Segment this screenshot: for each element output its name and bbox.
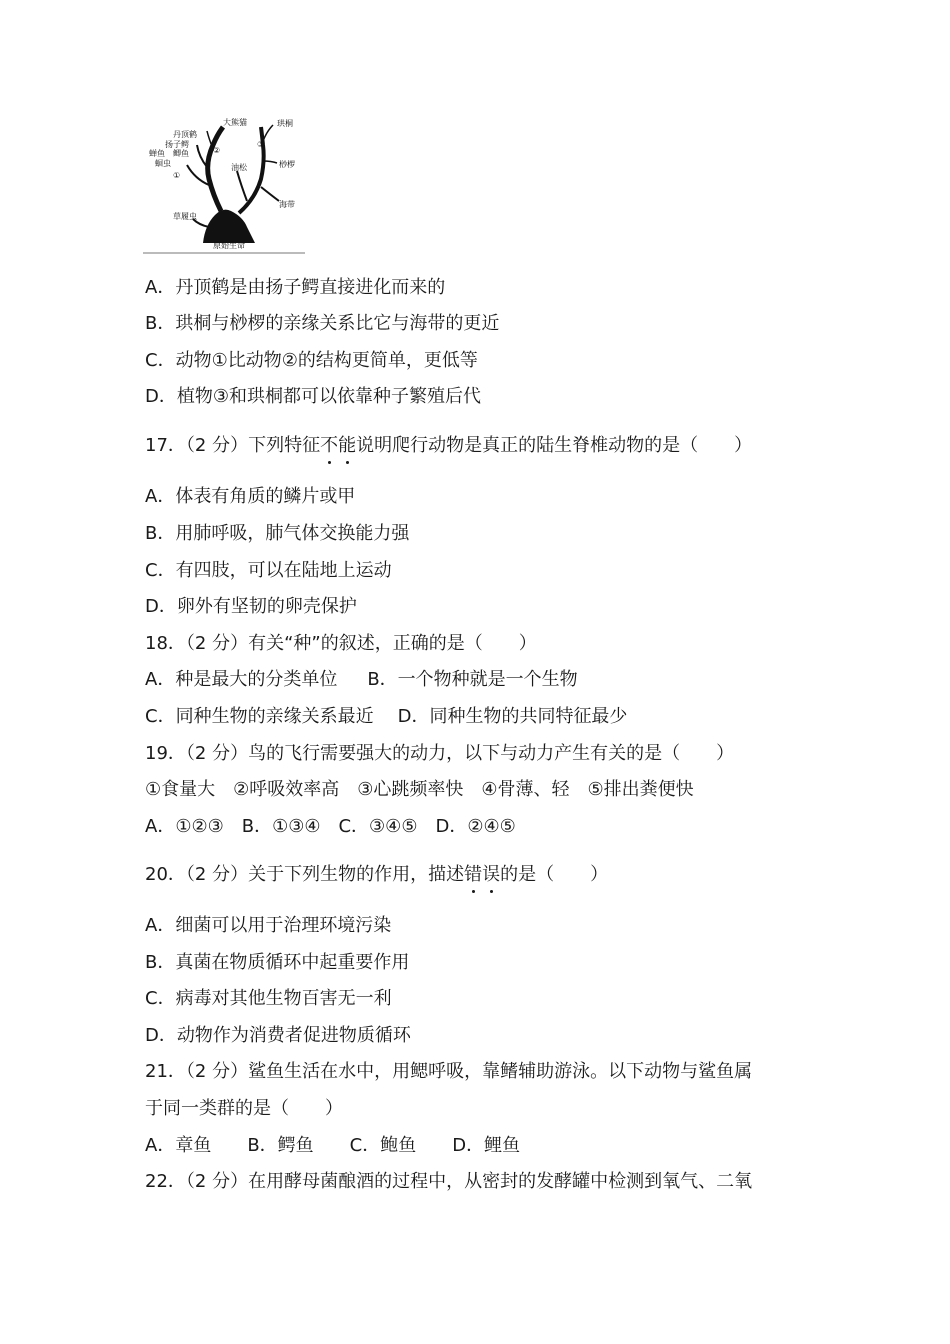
q16-option-d: D．植物③和珙桐都可以依靠种子繁殖后代 bbox=[145, 386, 481, 407]
label-fish: 蝉鱼 bbox=[149, 149, 165, 158]
q20-option-b: B．真菌在物质循环中起重要作用 bbox=[145, 952, 410, 973]
q19-stem: 19．（2 分）鸟的飞行需要强大的动力，以下与动力产生有关的是（ ） bbox=[145, 743, 735, 764]
q18-stem: 18．（2 分）有关“种”的叙述，正确的是（ ） bbox=[145, 633, 537, 654]
label-paramecium: 草履虫 bbox=[173, 212, 197, 221]
q20-option-d: D．动物作为消费者促进物质循环 bbox=[145, 1025, 411, 1046]
label-dove-tree: 珙桐 bbox=[277, 119, 293, 128]
q21-stem-line1: 21．（2 分）鲨鱼生活在水中，用鳃呼吸，靠鳍辅助游泳。以下动物与鲨鱼属 bbox=[145, 1061, 753, 1082]
q17-option-a: A．体表有角质的鳞片或甲 bbox=[145, 486, 356, 507]
emphasis-char: 误 bbox=[482, 864, 501, 885]
q17-stem: 17．（2 分）下列特征不能说明爬行动物是真正的陆生脊椎动物的是（ ） bbox=[145, 435, 753, 456]
tree-trunk bbox=[187, 125, 279, 243]
label-primitive-life: 原始生命 bbox=[213, 241, 245, 250]
label-tree-fern: 桫椤 bbox=[279, 160, 295, 169]
q18-option-b: B．一个物种就是一个生物 bbox=[367, 669, 578, 690]
q20-option-a: A．细菌可以用于治理环境污染 bbox=[145, 915, 392, 936]
label-giant-panda: 大熊猫 bbox=[223, 118, 247, 127]
q18-option-c: C．同种生物的亲缘关系最近 bbox=[145, 706, 374, 727]
q21-options: A．章鱼 B．鳄鱼 C．鲍鱼 D．鲤鱼 bbox=[145, 1135, 521, 1156]
emphasis-char: 错 bbox=[464, 864, 483, 885]
label-chinese-alligator: 扬子鳄 bbox=[165, 140, 189, 149]
label-crucian-carp: 鲫鱼 bbox=[173, 149, 189, 158]
q19-items: ①食量大 ②呼吸效率高 ③心跳频率快 ④骨薄、轻 ⑤排出粪便快 bbox=[145, 779, 694, 800]
q18-options-cd bbox=[145, 705, 627, 729]
label-red-crowned-crane: 丹顶鹤 bbox=[173, 130, 197, 139]
label-kelp: 海带 bbox=[279, 200, 295, 209]
q19-options: A．①②③ B．①③④ C．③④⑤ D．②④⑤ bbox=[145, 816, 516, 837]
q21-stem-line2: 于同一类群的是（ ） bbox=[145, 1098, 343, 1119]
q18-option-d: D．同种生物的共同特征最少 bbox=[397, 706, 628, 727]
emphasis-char: 能 bbox=[338, 435, 357, 456]
q17-option-c: C．有四肢，可以在陆地上运动 bbox=[145, 560, 392, 581]
label-roundworm: 蛔虫 bbox=[155, 159, 171, 168]
q17-option-b: B．用肺呼吸，肺气体交换能力强 bbox=[145, 523, 410, 544]
label-circle-two: ② bbox=[213, 146, 221, 155]
q18-option-a: A．种是最大的分类单位 bbox=[145, 669, 338, 690]
evolution-tree-figure bbox=[143, 115, 305, 255]
label-circle-three: ③ bbox=[257, 140, 265, 149]
q22-stem-line1: 22．（2 分）在用酵母菌酿酒的过程中，从密封的发酵罐中检测到氧气、二氧 bbox=[145, 1171, 753, 1192]
label-circle-one: ① bbox=[173, 171, 181, 180]
q20-stem: 20．（2 分）关于下列生物的作用，描述错误的是（ ） bbox=[145, 864, 609, 885]
q16-option-b: B．珙桐与桫椤的亲缘关系比它与海带的更近 bbox=[145, 313, 500, 334]
q20-option-c: C．病毒对其他生物百害无一利 bbox=[145, 988, 392, 1009]
q16-option-c: C．动物①比动物②的结构更简单，更低等 bbox=[145, 350, 478, 371]
q17-option-d: D．卵外有坚韧的卵壳保护 bbox=[145, 596, 357, 617]
label-pine: 油松 bbox=[231, 163, 247, 172]
q16-option-a: A．丹顶鹤是由扬子鳄直接进化而来的 bbox=[145, 277, 446, 298]
emphasis-char: 不 bbox=[320, 435, 339, 456]
q18-options-ab bbox=[145, 668, 578, 692]
